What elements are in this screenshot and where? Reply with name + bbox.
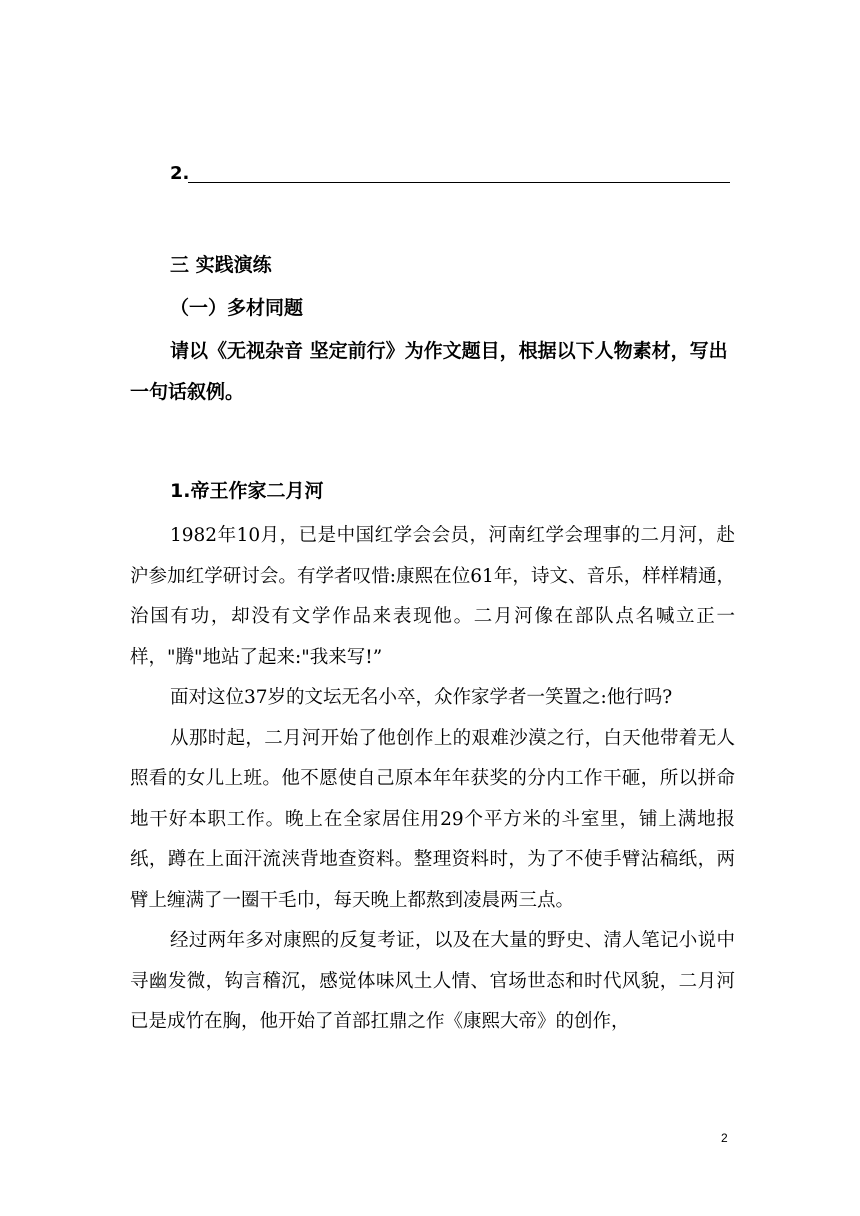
material-paragraph: 经过两年多对康熙的反复考证，以及在大量的野史、清人笔记小说中寻幽发微，钩言稽沉，感觉体味风土人情、官场世态和时代风貌，二月河已是成竹在胸，他开始了首部扛鼎之作《康熙大帝》的创作， xyxy=(130,930,735,1032)
instruction-text: 请以《无视杂音 坚定前行》为作文题目，根据以下人物素材，写出一句话叙例。 xyxy=(130,340,728,403)
subsection-title: （一）多材同题 xyxy=(170,297,304,319)
section-title: 三 实践演练 xyxy=(170,254,272,276)
material-paragraph: 从那时起，二月河开始了他创作上的艰难沙漠之行，白天他带着无人照看的女儿上班。他不愿使自己原本年年获奖的分内工作干砸，所以拼命地干好本职工作。晚上在全家居住用29个平方米的斗室里，铺上满地报纸，蹲在上面汗流浃背地查资料。整理资料时，为了不使手臂沾稿纸，两臂上缠满了一圈干毛巾，每天晚上都熬到凌晨两三点。 xyxy=(130,727,735,911)
answer-underline xyxy=(188,182,730,183)
material-paragraph: 面对这位37岁的文坛无名小卒，众作家学者一笑置之:他行吗? xyxy=(170,687,673,708)
page-number: 2 xyxy=(721,1131,728,1145)
material-title: 1.帝王作家二月河 xyxy=(170,480,324,502)
material-body xyxy=(130,516,735,1043)
material-paragraph: 1982年10月，已是中国红学会会员，河南红学会理事的二月河，赴沪参加红学研讨会。有学者叹惜:康熙在位61年，诗文、音乐，样样精通，治国有功，却没有文学作品来表现他。二月河像在部队点名喊立正一样，"腾"地站了起来:"我来写!” xyxy=(130,525,735,668)
answer-blank-line xyxy=(170,162,730,186)
answer-number: 2. xyxy=(170,163,190,184)
